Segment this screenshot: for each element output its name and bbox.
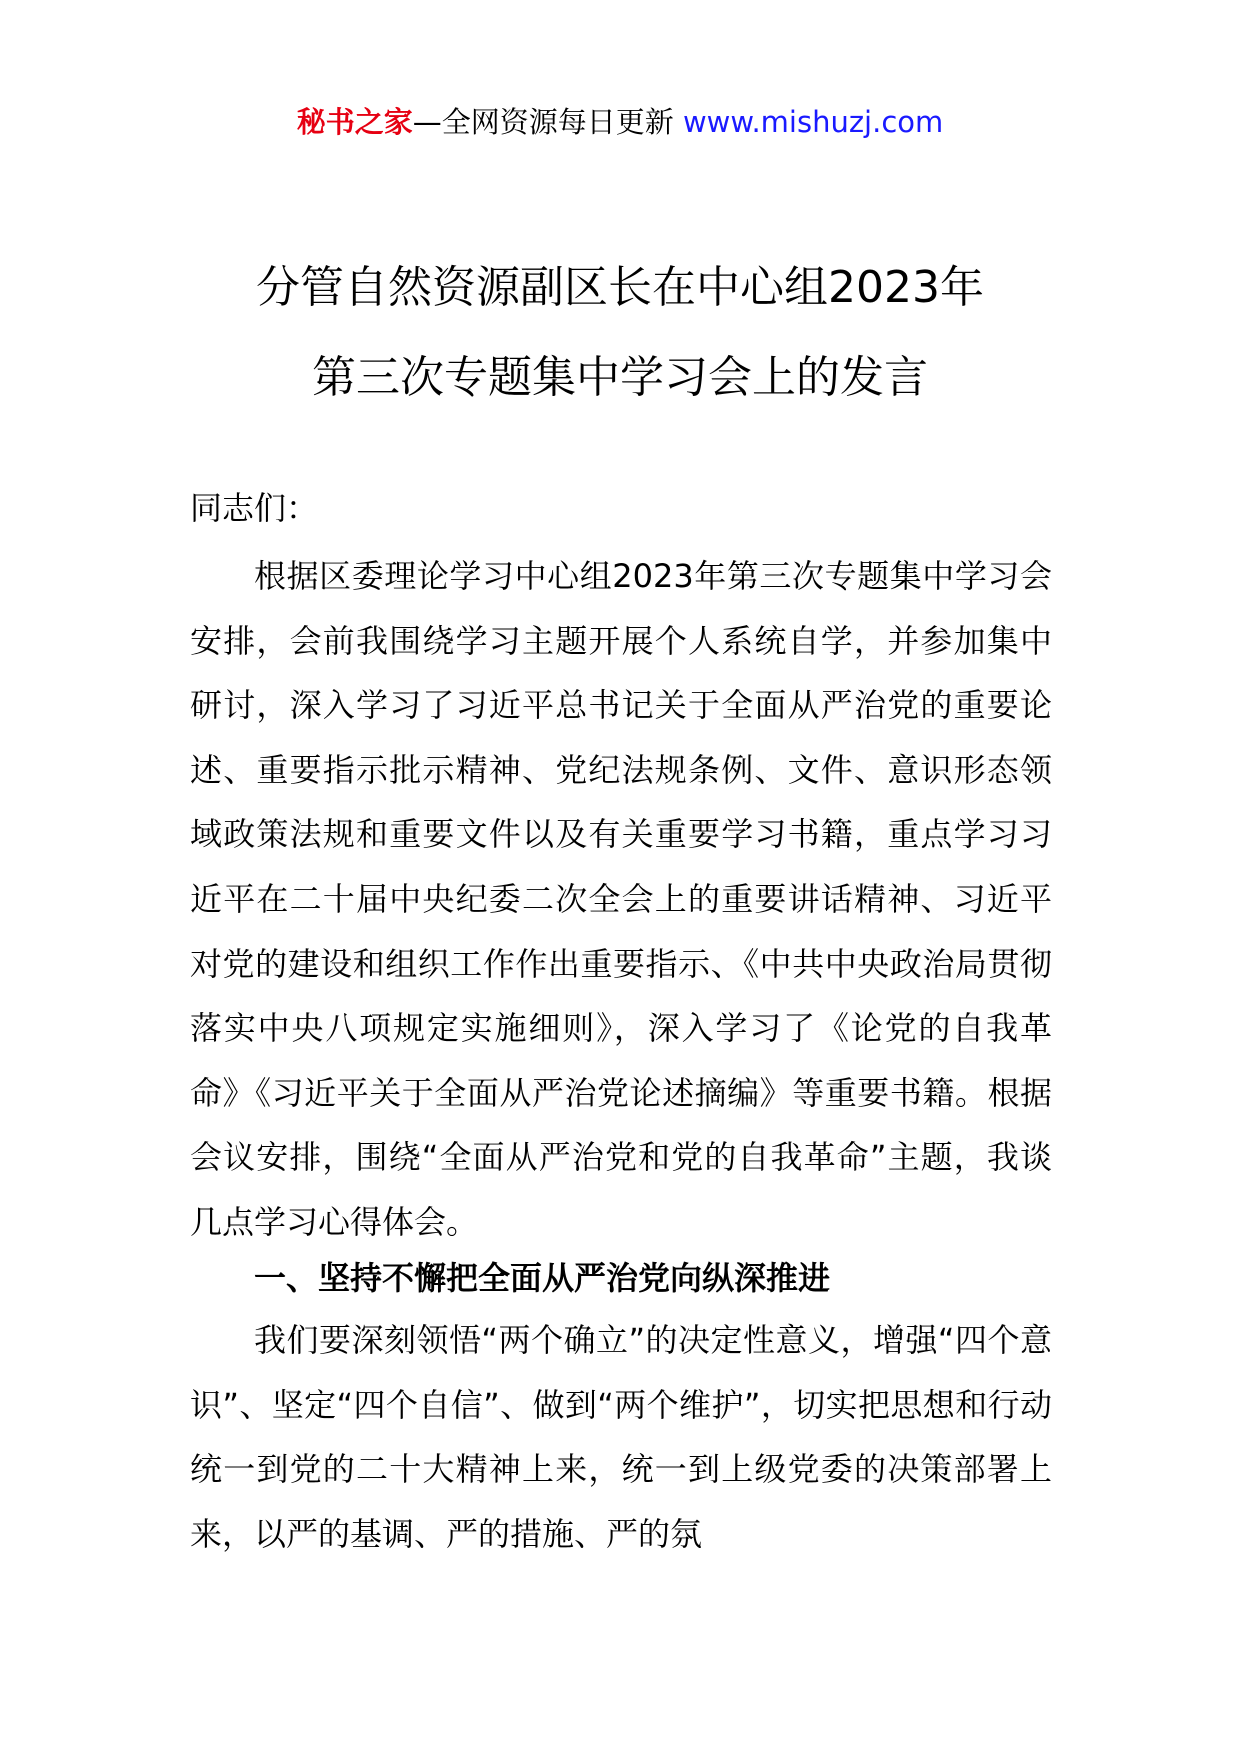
body-paragraph-2: 我们要深刻领悟“两个确立”的决定性意义，增强“四个意识”、坚定“四个自信”、做到“两个维护”，切实把思想和行动统一到党的二十大精神上来，统一到上级党委的决策部署上来，以严的基调、严的措施、严的氛 <box>190 1321 1052 1553</box>
document-title-line-1: 分管自然资源副区长在中心组2023年 <box>256 262 984 313</box>
section-heading-1: 一、坚持不懈把全面从严治党向纵深推进 <box>254 1259 831 1297</box>
salutation: 同志们： <box>190 489 319 527</box>
body-paragraph-1: 根据区委理论学习中心组2023年第三次专题集中学习会安排，会前我围绕学习主题开展个人系统自学，并参加集中研讨，深入学习了习近平总书记关于全面从严治党的重要论述、重要指示批示精神、党纪法规条例、文件、意识形态领域政策法规和重要文件以及有关重要学习书籍，重点学习习近平在二十届中央纪委二次全会上的重要讲话精神、习近平对党的建设和组织工作作出重要指示、《中共中央政治局贯彻落实中央八项规定实施细则》，深入学习了《论党的自我革命》《习近平关于全面从严治党论述摘编》等重要书籍。根据会议安排，围绕“全面从严治党和党的自我革命”主题，我谈几点学习心得体会。 <box>190 557 1052 1241</box>
document-title-line-2: 第三次专题集中学习会上的发言 <box>312 352 928 403</box>
site-banner <box>0 102 1240 142</box>
brand-name: 秘书之家 <box>296 105 413 139</box>
banner-slogan: —全网资源每日更新 <box>412 105 683 139</box>
banner-url-link[interactable]: www.mishuzj.com <box>682 105 944 139</box>
